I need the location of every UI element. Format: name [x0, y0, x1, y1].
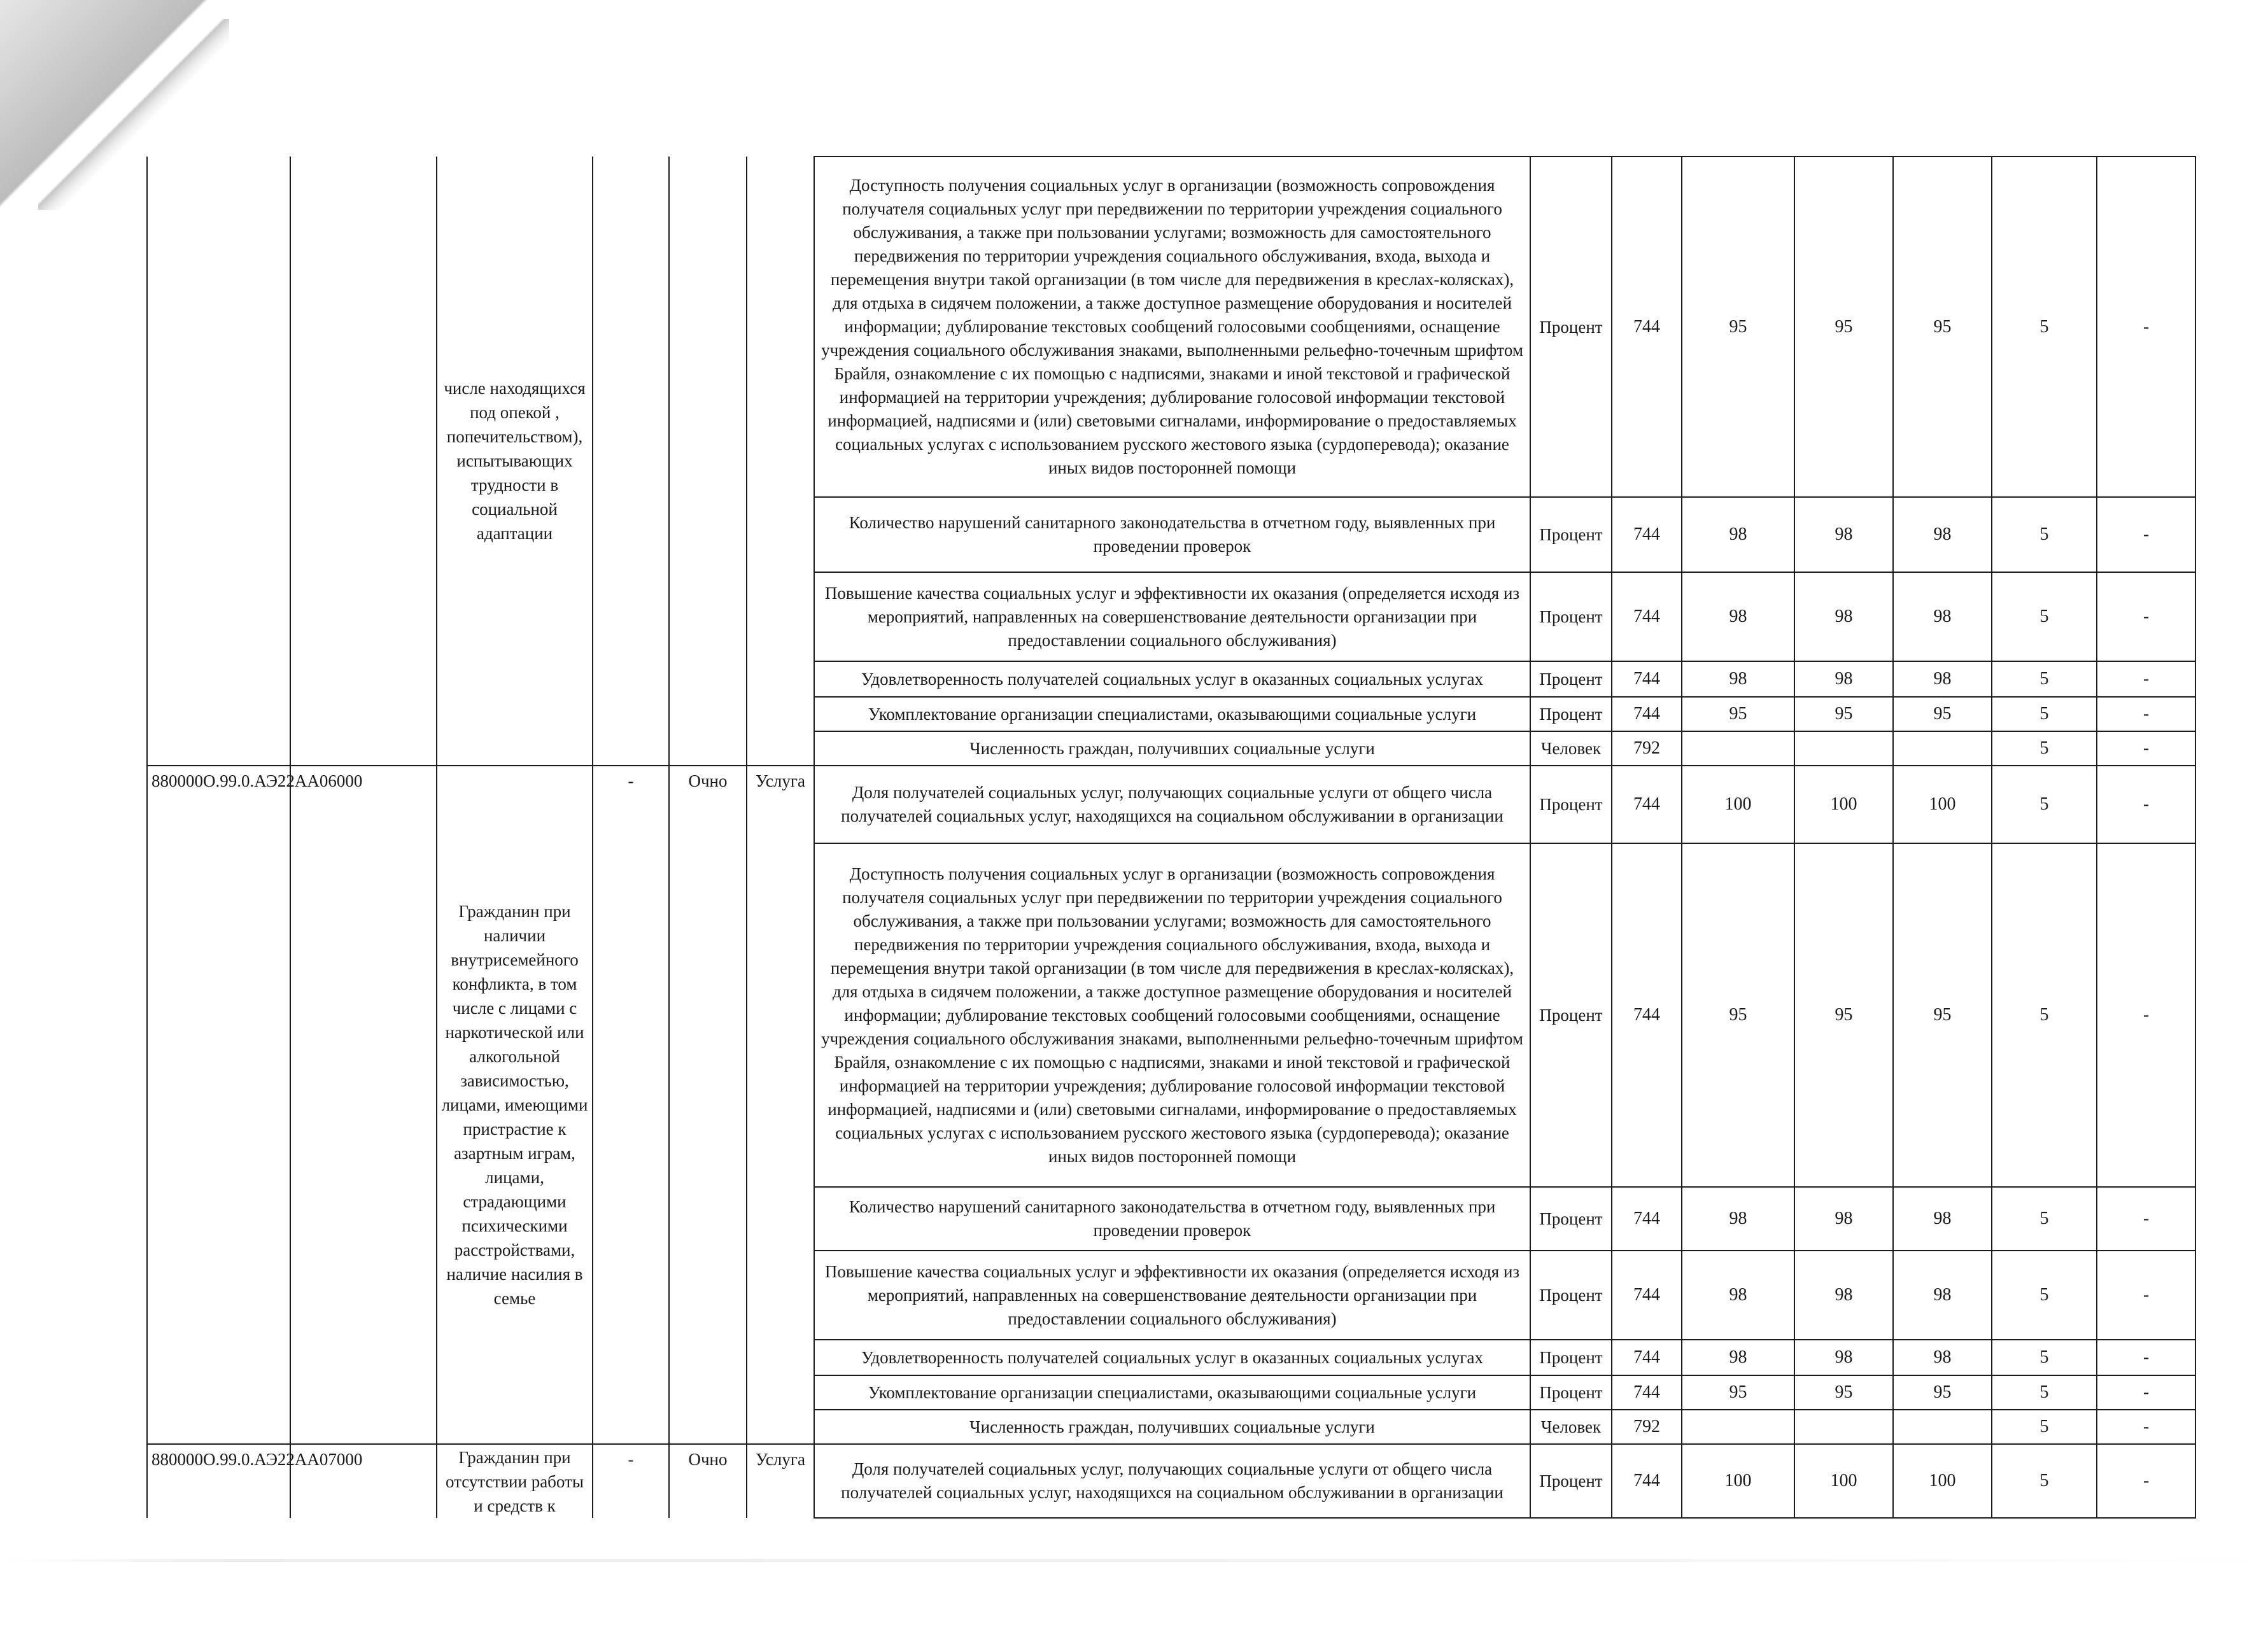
value-3-cell: 95 — [1893, 1375, 1992, 1410]
deviation-cell: 5 — [1992, 661, 2097, 697]
indicator-cell: Доля получателей социальных услуг, получающих социальные услуги от общего числа получателей социальных услуг, находящихся на социальном обслуживании в организации — [814, 1444, 1530, 1518]
absolute-deviation-cell: - — [2097, 731, 2195, 766]
value-3-cell: 98 — [1893, 572, 1992, 661]
absolute-deviation-cell: - — [2097, 1444, 2195, 1518]
value-1-cell: 95 — [1682, 697, 1794, 731]
value-2-cell: 98 — [1794, 1187, 1893, 1251]
okei-cell: 744 — [1612, 843, 1682, 1187]
unit-cell: Процент — [1530, 843, 1612, 1187]
absolute-deviation-cell: - — [2097, 1251, 2195, 1340]
okei-cell: 744 — [1612, 766, 1682, 843]
unit-cell: Процент — [1530, 1187, 1612, 1251]
table-row — [147, 766, 2195, 843]
code-cell: 880000О.99.0.АЭ22АА06000 — [147, 766, 290, 1444]
value-3-cell: 98 — [1893, 1187, 1992, 1251]
table-row — [147, 1444, 2195, 1518]
indicator-cell: Повышение качества социальных услуг и эффективности их оказания (определяется исходя из мероприятий, направленных на совершенствование деятельности организации при предоставлении социального обслуживания) — [814, 1251, 1530, 1340]
value-1-cell — [1682, 731, 1794, 766]
deviation-cell: 5 — [1992, 572, 2097, 661]
value-1-cell — [1682, 1410, 1794, 1444]
value-2-cell: 98 — [1794, 572, 1893, 661]
absolute-deviation-cell: - — [2097, 497, 2195, 572]
indicator-cell: Количество нарушений санитарного законодательства в отчетном году, выявленных при проведении проверок — [814, 1187, 1530, 1251]
value-3-cell: 98 — [1893, 661, 1992, 697]
unit-cell: Процент — [1530, 1340, 1612, 1375]
value-1-cell: 98 — [1682, 1251, 1794, 1340]
okei-cell: 792 — [1612, 1410, 1682, 1444]
okei-cell: 744 — [1612, 572, 1682, 661]
deviation-cell: 5 — [1992, 1251, 2097, 1340]
value-2-cell: 100 — [1794, 766, 1893, 843]
value-3-cell — [1893, 1410, 1992, 1444]
category-cell: Гражданин при наличии внутрисемейного конфликта, в том числе с лицами с наркотической или алкогольной зависимостью, лицами, имеющими пристрастие к азартным играм, лицами, страдающими психическими расстройствами, наличие насилия в семье — [437, 766, 593, 1444]
unit-cell: Процент — [1530, 157, 1612, 497]
okei-cell: 744 — [1612, 1251, 1682, 1340]
deviation-cell: 5 — [1992, 1187, 2097, 1251]
value-2-cell: 100 — [1794, 1444, 1893, 1518]
absolute-deviation-cell: - — [2097, 843, 2195, 1187]
value-2-cell: 98 — [1794, 1340, 1893, 1375]
value-3-cell: 98 — [1893, 497, 1992, 572]
value-2-cell: 95 — [1794, 157, 1893, 497]
value-1-cell: 98 — [1682, 572, 1794, 661]
unit-cell: Процент — [1530, 1444, 1612, 1518]
value-2-cell — [1794, 731, 1893, 766]
absolute-deviation-cell: - — [2097, 1340, 2195, 1375]
absolute-deviation-cell: - — [2097, 1375, 2195, 1410]
value-1-cell: 100 — [1682, 1444, 1794, 1518]
unit-cell: Процент — [1530, 497, 1612, 572]
absolute-deviation-cell: - — [2097, 697, 2195, 731]
col3-cell: - — [593, 1444, 669, 1518]
absolute-deviation-cell: - — [2097, 766, 2195, 843]
form-cell — [669, 157, 747, 766]
code-cell — [147, 157, 290, 766]
value-2-cell: 95 — [1794, 697, 1893, 731]
value-2-cell: 98 — [1794, 497, 1893, 572]
form-cell: Очно — [669, 766, 747, 1444]
okei-cell: 792 — [1612, 731, 1682, 766]
deviation-cell: 5 — [1992, 766, 2097, 843]
okei-cell: 744 — [1612, 497, 1682, 572]
deviation-cell: 5 — [1992, 731, 2097, 766]
absolute-deviation-cell: - — [2097, 157, 2195, 497]
indicator-cell: Количество нарушений санитарного законодательства в отчетном году, выявленных при проведении проверок — [814, 497, 1530, 572]
okei-cell: 744 — [1612, 1444, 1682, 1518]
value-1-cell: 95 — [1682, 1375, 1794, 1410]
value-3-cell: 95 — [1893, 157, 1992, 497]
value-3-cell: 95 — [1893, 843, 1992, 1187]
okei-cell: 744 — [1612, 1340, 1682, 1375]
deviation-cell: 5 — [1992, 697, 2097, 731]
unit-cell: Процент — [1530, 1375, 1612, 1410]
deviation-cell: 5 — [1992, 1444, 2097, 1518]
value-1-cell: 98 — [1682, 1340, 1794, 1375]
deviation-cell: 5 — [1992, 1410, 2097, 1444]
unit-cell: Процент — [1530, 1251, 1612, 1340]
indicator-cell: Удовлетворенность получателей социальных услуг в оказанных социальных услугах — [814, 661, 1530, 697]
value-3-cell — [1893, 731, 1992, 766]
unit-cell: Процент — [1530, 697, 1612, 731]
value-1-cell: 95 — [1682, 157, 1794, 497]
value-2-cell: 95 — [1794, 1375, 1893, 1410]
blank-cell — [290, 157, 437, 766]
indicator-cell: Доля получателей социальных услуг, получающих социальные услуги от общего числа получателей социальных услуг, находящихся на социальном обслуживании в организации — [814, 766, 1530, 843]
unit-type-cell: Услуга — [747, 766, 814, 1444]
value-2-cell — [1794, 1410, 1893, 1444]
code-cell: 880000О.99.0.АЭ22АА07000 — [147, 1444, 290, 1518]
indicator-cell: Укомплектование организации специалистами, оказывающими социальные услуги — [814, 1375, 1530, 1410]
col3-cell: - — [593, 766, 669, 1444]
blank-cell — [290, 766, 437, 1444]
absolute-deviation-cell: - — [2097, 661, 2195, 697]
okei-cell: 744 — [1612, 1375, 1682, 1410]
category-cell: Гражданин при отсутствии работы и средств к — [437, 1444, 593, 1518]
value-1-cell: 95 — [1682, 843, 1794, 1187]
table-row — [147, 157, 2195, 497]
indicator-cell: Численность граждан, получивших социальные услуги — [814, 731, 1530, 766]
value-2-cell: 95 — [1794, 843, 1893, 1187]
unit-type-cell — [747, 157, 814, 766]
category-cell: числе находящихся под опекой , попечительством), испытывающих трудности в социальной адаптации — [437, 157, 593, 766]
deviation-cell: 5 — [1992, 497, 2097, 572]
value-1-cell: 100 — [1682, 766, 1794, 843]
col3-cell — [593, 157, 669, 766]
absolute-deviation-cell: - — [2097, 1187, 2195, 1251]
unit-cell: Процент — [1530, 766, 1612, 843]
okei-cell: 744 — [1612, 157, 1682, 497]
value-3-cell: 95 — [1893, 697, 1992, 731]
unit-type-cell: Услуга — [747, 1444, 814, 1518]
deviation-cell: 5 — [1992, 1375, 2097, 1410]
unit-cell: Человек — [1530, 1410, 1612, 1444]
okei-cell: 744 — [1612, 661, 1682, 697]
quality-indicators-table — [146, 156, 2196, 1519]
value-3-cell: 98 — [1893, 1251, 1992, 1340]
deviation-cell: 5 — [1992, 157, 2097, 497]
indicator-cell: Удовлетворенность получателей социальных услуг в оказанных социальных услугах — [814, 1340, 1530, 1375]
value-1-cell: 98 — [1682, 1187, 1794, 1251]
form-cell: Очно — [669, 1444, 747, 1518]
okei-cell: 744 — [1612, 1187, 1682, 1251]
indicator-cell: Доступность получения социальных услуг в организации (возможность сопровождения получателя социальных услуг при передвижении по территории учреждения социального обслуживания, а также при пользовании услугами; возможность для самостоятельного передвижения по территории учреждения социального обслуживания, входа, выхода и перемещения внутри такой организации (в том числе для передвижения в креслах-колясках), для отдыха в сидячем положении, а также доступное размещение оборудования и носителей информации; дублирование текстовых сообщений голосовыми сообщениями, оснащение учреждения социального обслуживания знаками, выполненными рельефно-точечным шрифтом Брайля, ознакомление с их помощью с надписями, знаками и иной текстовой и графической информацией на территории учреждения; дублирование голосовой информации текстовой информацией, надписями и (или) световыми сигналами, информирование о предоставляемых социальных услугах с использованием русского жестового языка (сурдоперевода); оказание иных видов посторонней помощи — [814, 843, 1530, 1187]
value-3-cell: 100 — [1893, 766, 1992, 843]
deviation-cell: 5 — [1992, 843, 2097, 1187]
indicator-cell: Укомплектование организации специалистами, оказывающими социальные услуги — [814, 697, 1530, 731]
okei-cell: 744 — [1612, 697, 1682, 731]
scan-artifact-line — [0, 1559, 2268, 1562]
indicator-cell: Численность граждан, получивших социальные услуги — [814, 1410, 1530, 1444]
value-3-cell: 100 — [1893, 1444, 1992, 1518]
unit-cell: Человек — [1530, 731, 1612, 766]
unit-cell: Процент — [1530, 572, 1612, 661]
value-2-cell: 98 — [1794, 1251, 1893, 1340]
unit-cell: Процент — [1530, 661, 1612, 697]
absolute-deviation-cell: - — [2097, 1410, 2195, 1444]
indicator-cell: Доступность получения социальных услуг в организации (возможность сопровождения получателя социальных услуг при передвижении по территории учреждения социального обслуживания, а также при пользовании услугами; возможность для самостоятельного передвижения по территории учреждения социального обслуживания, входа, выхода и перемещения внутри такой организации (в том числе для передвижения в креслах-колясках), для отдыха в сидячем положении, а также доступное размещение оборудования и носителей информации; дублирование текстовых сообщений голосовыми сообщениями, оснащение учреждения социального обслуживания знаками, выполненными рельефно-точечным шрифтом Брайля, ознакомление с их помощью с надписями, знаками и иной текстовой и графической информацией на территории учреждения; дублирование голосовой информации текстовой информацией, надписями и (или) световыми сигналами, информирование о предоставляемых социальных услугах с использованием русского жестового языка (сурдоперевода); оказание иных видов посторонней помощи — [814, 157, 1530, 497]
value-3-cell: 98 — [1893, 1340, 1992, 1375]
indicator-cell: Повышение качества социальных услуг и эффективности их оказания (определяется исходя из мероприятий, направленных на совершенствование деятельности организации при предоставлении социального обслуживания) — [814, 572, 1530, 661]
value-1-cell: 98 — [1682, 497, 1794, 572]
deviation-cell: 5 — [1992, 1340, 2097, 1375]
value-1-cell: 98 — [1682, 661, 1794, 697]
value-2-cell: 98 — [1794, 661, 1893, 697]
absolute-deviation-cell: - — [2097, 572, 2195, 661]
